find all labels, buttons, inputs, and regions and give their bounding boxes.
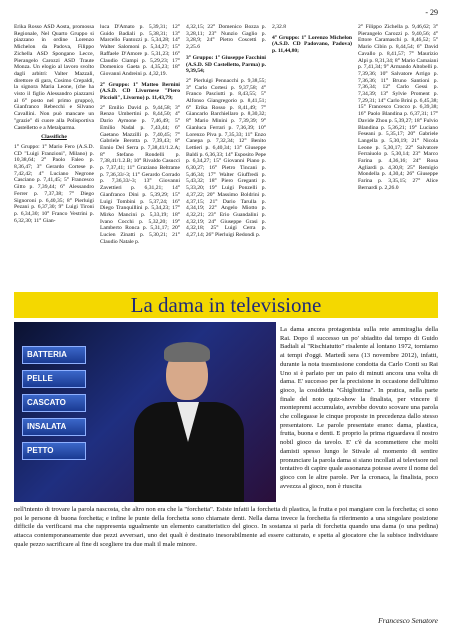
article-side-text — [280, 326, 438, 491]
results-columns — [14, 24, 438, 288]
column-5 — [358, 24, 438, 288]
group-1-results: 1° Gruppo: 1° Mario Fero (A.S.D. CD "Luigi Franzioni", Milano) p. 10,38,64; 2° Paolo Faleo p. 8,36,47; 3° Gerardo Cortese p. 7,42,42; 4° Luciano Negrone Casciano p. 7,41,45; 5° Francesco Gitto p. 7,39,44; 6° Alessandro Ferrer p. 7,37,38; 7° Diego Signoroni p. 6,40,35; 8° Pierluigi Pezani p. 6,37,30; 9° Luigi Tironi p. 6,34,30; 10° Franco Vestrini p. 6,32,30; 11° Gian- — [14, 143, 94, 224]
group-3-heading: 3° Gruppo: 1° Giuseppe Facchini (A.S.D. SD Castelletto, Parma) p. 9,39,54; — [186, 54, 266, 75]
page-number: - 29 — [425, 8, 438, 17]
word-button: PELLE — [22, 370, 86, 388]
group-2-results-cont: 4,32,15; 22° Domenico Bozza p. 3,28,11; 23° Nunzio Gaglio p. 3,28,9; 24° Pietro Coscetti p. 2,25.6 — [186, 24, 266, 51]
group-2-heading: 2° Gruppo: 1° Matteo Bernini (A.S.D. CD Livornese "Piero Piccioli", Livorno) p. 11,43,79; — [100, 81, 180, 102]
article-bottom-text — [14, 506, 438, 550]
report-paragraph: Erika Rosso ASD Aosta, promossa Regionale, Nel Quarto Gruppo si piazzano in ordine Lorenzo Michelon da Padova, Filippo Zichella ASD Spongano Lecce, Pierangelo Carozzi ASD Traute Monza. Un elogio al lavoro svolto dagli arbitri: Valter Mazzali, direttore di gara, Cosimo Crepaldi, la signora Maria Leone, (che ha visto il figlio Alessandro piazzarsi al 6° posto nel primo gruppo), Gianfranco Rebecchi e Silvano Cavallini. Non può mancare un "grazie" di cuore alla Polisportiva Castelletto e a Metalparma. — [14, 24, 94, 131]
column-2 — [100, 24, 180, 288]
group-3-results-cont: 2,32.8 — [272, 24, 286, 30]
word-buttons — [22, 346, 86, 466]
word-button: BATTERIA — [22, 346, 86, 364]
article-author: Francesco Senatore — [378, 616, 438, 625]
column-1 — [14, 24, 94, 288]
group-4-results: 2° Filippo Zichella p. 9,46,62; 3° Pierangelo Carozzi p. 9,40,56; 4° Ettore Caramaschi p. 8,46,52; 5° Mario Cibin p. 8,44,54; 6° David Cavallo p. 8,41,57; 7° Maurizio Alpi p. 8,31,34; 8° Mario Camaiani p. 7,41,34; 9° Armando Altobelli p. 7,39,36; 10° Salvatore Arrigo p. 7,36,36; 11° Bruno Santioni p. 7,36,34; 12° Carlo Gessi p. 7,34,39; 13° Sylvie Proment p. 7,29,31; 14° Carlo Brini p. 6,45,38; 15° Francesco Crocco p. 6,39,38; 16° Paolo Blandina p. 6,37,31; 17° Davide Zhou p. 5,39,27; 18° Fulvio Blandina p. 5,36,21; 19° Luciano Feseani p. 5,35,17; 20° Gabriele Langella p. 5,30,19; 21° Nicola Leone p. 5,30,17; 22° Salvatore Ferraiuolo p. 5,30,14; 23° Marco Farina p. 4,36,16; 24° Rosa Agliardi p. 4,30,8; 25° Remigio Mondella p. 4,30,4; 26° Giuseppe Farina p. 3,35,15; 27° Alice Bernardi p. 2,26.0 — [358, 24, 438, 191]
article-paragraph-cont: nell'intento di trovare la parola nascosta, che altro non era che la "forchetta". Esiste infatti la forchetta di plastica, la frutta e poi mangiare con la forchetta; ci sono poi le persone di buona forchetta; e infine le punte della forchetta sono chiamate denti. Nella dama invece la forchetta fa riferimento a una singolare posizione difficile da verificarsi ma che rappresenta ugualmente un elemento caratteristico del gioco. In sostanza si parla di forchetta quando una dama (o una pedina) attacca contemporaneamente due pezzi avversari, uno dei quali è destinato inesorabilmente ad essere catturato, e spetta al giocatore che la subisce individuare quale pezzo sacrificare al fine di scegliere tra due mali il male minore. — [14, 506, 438, 548]
presenter-hair — [164, 342, 210, 362]
presenter-figure — [134, 342, 244, 502]
column-3 — [186, 24, 266, 288]
section-heading-classifiche: Classifiche — [41, 134, 67, 141]
word-button: INSALATA — [22, 418, 86, 436]
article-paragraph: La dama ancora protagonista sulla rete ammiraglia della Rai. Dopo il successo un po' sbiadito dal tempo di Guido Badiali al "Rischiatutto" risalente al lontano 1972, torniamo ai tempi d'oggi. Martedì sera (13 novembre 2012), infatti, durante la nota trasmissione condotta da Carlo Conti su Rai Uno si è parlato per un paio di minuti ancora una volta di dama. E' successo per la precisione in occasione dell'ultimo gioco, la cosiddetta "Ghigliottina". In pratica, nella parte finale del noto quiz-show la finalista, per vincere il montepremi accumulato, avrebbe dovuto scovare una parola che collegasse le cinque proposte in precedenza dallo stesso presentatore. Le parole presentate erano: dama, plastica, frutta, buona e denti. E proprio la prima riguardava il nostro nobil gioco da tavolo. E' c'è da scommettere che molti damisti spesso lungo le Stivale al momento di sentire pronunciare la parola dama si siano incollati al televisore nel tentativo di capire quale assonanza potesse avere il nome del gioco con le altre parole. Per la cronaca, la finalista, poco avvezza al gioco, non è riuscita — [280, 326, 438, 490]
group-1-results-cont: luca D'Amato p. 5,39,31; 12° Guido Badiali p. 5,38,31; 13° Marcello Fantozzi p. 5,34,28; 14° Walter Salomoni p. 5,34,27; 15° Raffaele D'Amore p. 5,31,23; 16° Claudio Ciampi p. 5,29,23; 17° Domenico Gaeta p. 4,35,23; 18° Giovanni Andreini p. 4,32,19. — [100, 24, 180, 77]
group-3-results: 2° Pierluigi Pennacchi p. 9,38,55; 3° Carlo Cortesi p. 9,37,58; 4° Franco Pasciutti p. 8,43,55; 5° Alfonso Giangregorio p. 8,41,51; 6° Erika Rosso p. 8,41,49; 7° Giancarlo Barchiellaro p. 8,30,32; 8° Mario Minini p. 7,39,39; 9° Gianluca Ferrari p. 7,36,39; 10° Lorenzo Piva p. 7,35,33; 11° Enzo Canepa p. 7,32,34; 12° Benito Lettieri p. 6,40,34; 13° Giuseppe Baldi p. 6,36,33; 14° Esposito Pepe p. 6,34,27; 15° Giovanni Piano p. 6,30,27; 16° Pietro Tincani p. 5,46,34; 17° Walter Giuffredi p. 5,43,32; 18° Piero Greganti p. 5,33,20; 19° Luigi Ponzelli p. 4,37,22; 20° Massimo Boldrini p. 4,37,15; 21° Dario Tarulla p. 4,34,19; 22° Angelo Miotto p. 4,32,21; 23° Erio Guandalini p. 4,32,19; 24° Giuseppe Grasi p. 4,32,18; 25° Luigi Cerra p. 4,27,14; 26° Pierluigi Redondi p. — [186, 77, 266, 239]
word-button: PETTO — [22, 442, 86, 460]
column-4 — [272, 24, 352, 288]
word-button: CASCATO — [22, 394, 86, 412]
group-2-results: 2° Emilio David p. 9,44,58; 3° Renzo Umbertini p. 8,44,50; 4° Dario Aymone p. 7,46,49; 5° Emilio Nadal p. 7,43,44; 6° Gaetano Mazzilli p. 7,40,45; 7° Gabriele Berotta p. 7,39,43; 8° Ennio Del Serra p. 7,38,41/1.2.A; 8° Stefano Rondelli p. 7,38,41/1.2.B; 10° Rivaldo Casucci p. 7,37,41; 11° Graziano Beltrame p. 7,36,33/-3; 11° Gerardo Corrado p. 7,36,33/-3; 13° Giovanni Zavettieri p. 6,31,21; 14° Gianfranco Dini p. 5,39,29; 15° Luigi Tombini p. 5,37,24; 16° Diego Tranquillini p. 5,34,23; 17° Mirko Mancini p. 5,33,19; 18° Ivano Cocchi p. 5,32,20; 19° Lamberto Ronca p. 5,31,17; 20° Lucien Zinatti p. 5,30,21; 21° Claudio Natale p. — [100, 104, 180, 245]
group-4-heading: 4° Gruppo: 1° Lorenzo Michelon (A.S.D. CD Padovano, Padova) p. 11,44,80; — [272, 34, 352, 55]
article-title: La dama in televisione — [14, 292, 438, 318]
tv-show-photo — [14, 322, 276, 502]
